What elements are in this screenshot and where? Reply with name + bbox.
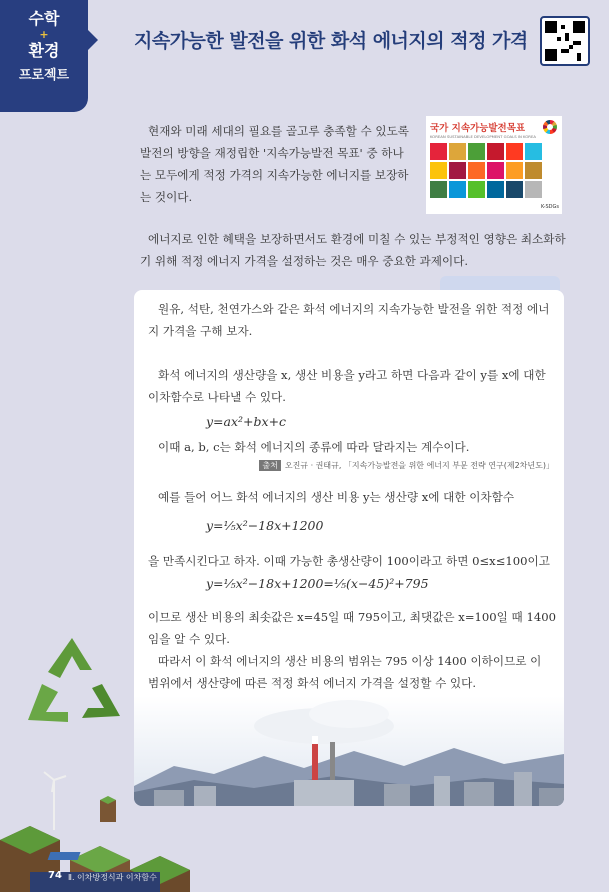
badge-math: 수학 <box>28 9 60 28</box>
source-tag: 출처 <box>259 460 280 471</box>
sdg-tile-7 <box>430 162 447 179</box>
sdg-tile-6 <box>525 143 542 160</box>
chapter-footer: Ⅱ. 이차방정식과 이차함수 <box>68 873 157 882</box>
card-paragraph-1: 원유, 석탄, 천연가스와 같은 화석 에너지의 지속가능한 발전을 위한 적정 에너지 가격을 구해 보자. <box>148 302 550 338</box>
source-text: 오진규 · 권태규, 「지속가능발전을 위한 에너지 부문 전략 연구(제2차년도)」 <box>284 461 554 470</box>
card-paragraph-4: 예를 들어 어느 화석 에너지의 생산 비용 y는 생산량 x에 대한 이차함수 <box>158 490 515 504</box>
sdg-tile-11 <box>506 162 523 179</box>
recycle-icon <box>22 634 122 724</box>
sdg-tile-15 <box>468 181 485 198</box>
page-title: 지속가능한 발전을 위한 화석 에너지의 적정 가격 <box>134 30 528 52</box>
sdg-tile-3 <box>468 143 485 160</box>
formula-example: y=⅕x²−18x+1200 <box>206 518 324 533</box>
sdg-poster <box>426 116 562 214</box>
unit-badge <box>0 0 88 112</box>
source-citation <box>259 460 554 471</box>
badge-environment: 환경 <box>28 41 60 60</box>
sdg-poster-title: 국가 지속가능발전목표 <box>430 123 526 134</box>
sdg-tile-12 <box>525 162 542 179</box>
sdg-tile-5 <box>506 143 523 160</box>
sdg-tile-8 <box>449 162 466 179</box>
intro-paragraph-2: 에너지로 인한 혜택을 보장하면서도 환경에 미칠 수 있는 부정적인 영향은 최소화하기 위해 적정 에너지 가격을 설정하는 것은 매우 중요한 과제이다. <box>140 232 566 268</box>
sdg-tile-10 <box>487 162 504 179</box>
badge-plus: + <box>39 28 49 41</box>
card-paragraph-2: 화석 에너지의 생산량을 x, 생산 비용을 y라고 하면 다음과 같이 y를 x에 대한 이차함수로 나타낼 수 있다. <box>148 368 546 404</box>
sdg-poster-subtitle: KOREAN SUSTAINABLE DEVELOPMENT GOALS IN KOREA <box>430 134 536 139</box>
sdg-wheel-icon <box>543 120 557 134</box>
sdg-tile-13 <box>430 181 447 198</box>
sdg-tile-1 <box>430 143 447 160</box>
sdg-tile-17 <box>506 181 523 198</box>
sdg-logo-text: K-SDGs <box>540 204 559 210</box>
card-paragraph-7: 따라서 이 화석 에너지의 생산 비용의 범위는 795 이상 1400 이하이므로 이 범위에서 생산량에 따른 적정 화석 에너지 가격을 설정할 수 있다. <box>148 654 542 690</box>
sdg-tile-2 <box>449 143 466 160</box>
sdg-tile-16 <box>487 181 504 198</box>
formula-general: y=ax²+bx+c <box>206 414 287 429</box>
page-number: 74 <box>48 870 62 881</box>
sdg-tile-9 <box>468 162 485 179</box>
card-paragraph-3: 이때 a, b, c는 화석 에너지의 종류에 따라 달라지는 계수이다. <box>158 440 470 454</box>
sdg-tile-grid <box>430 143 546 198</box>
badge-project: 프로젝트 <box>18 68 70 83</box>
qr-code-icon[interactable] <box>540 16 590 66</box>
sdg-tile-18 <box>525 181 542 198</box>
card-paragraph-6: 이므로 생산 비용의 최솟값은 x=45일 때 795이고, 최댓값은 x=100일 때 1400임을 알 수 있다. <box>148 610 556 646</box>
sdg-tile-14 <box>449 181 466 198</box>
sdg-tile-4 <box>487 143 504 160</box>
card-paragraph-5: 을 만족시킨다고 하자. 이때 가능한 총생산량이 100이라고 하면 0≤x≤100이고 <box>148 554 550 568</box>
badge-arrow <box>88 30 98 50</box>
intro-paragraph-1: 현재와 미래 세대의 필요를 골고루 충족할 수 있도록 발전의 방향을 재정립한 '지속가능발전 목표' 중 하나는 모두에게 적정 가격의 지속가능한 에너지를 보장하는 것이다. <box>140 124 409 204</box>
formula-vertex-form: y=⅕x²−18x+1200=⅕(x−45)²+795 <box>206 576 429 591</box>
example-card <box>134 290 564 806</box>
